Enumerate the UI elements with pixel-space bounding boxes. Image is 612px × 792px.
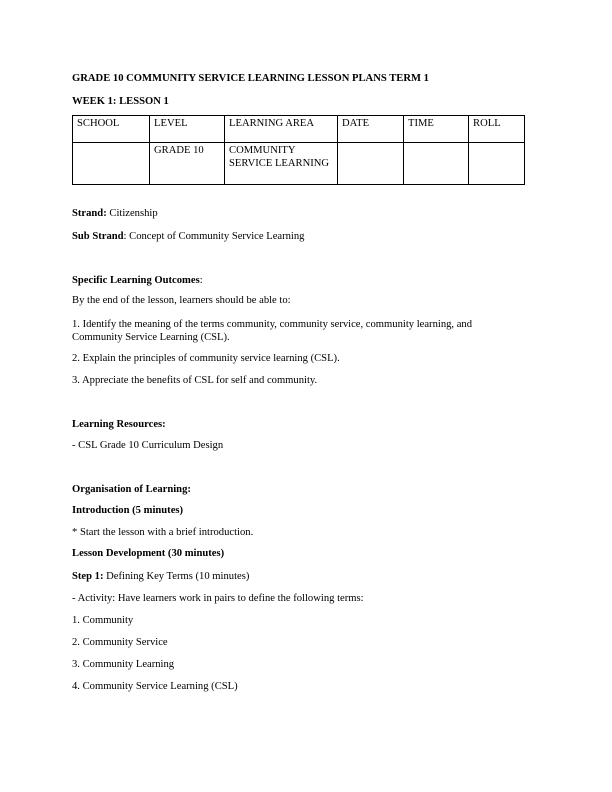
- table-header-row: [73, 116, 525, 143]
- step1-line: [72, 570, 249, 583]
- cell-level: GRADE 10: [150, 143, 225, 185]
- week-lesson-heading: WEEK 1: LESSON 1: [72, 96, 169, 107]
- list-item: 4. Community Service Learning (CSL): [72, 681, 238, 692]
- sub-strand-value: : Concept of Community Service Learning: [123, 231, 305, 242]
- header-time: TIME: [404, 116, 469, 143]
- cell-school: [73, 143, 150, 185]
- header-learning-area: LEARNING AREA: [225, 116, 338, 143]
- header-roll: ROLL: [469, 116, 525, 143]
- development-heading: Lesson Development (30 minutes): [72, 548, 225, 559]
- sub-strand-label: Sub Strand: [72, 231, 124, 242]
- outcomes-intro: By the end of the lesson, learners should be able to:: [72, 295, 291, 306]
- list-item: 1. Community: [72, 615, 134, 626]
- introduction-item: * Start the lesson with a brief introduction.: [72, 527, 254, 538]
- resources-heading: Learning Resources:: [72, 419, 166, 430]
- strand-value: Citizenship: [106, 208, 158, 219]
- outcome-item-2: 2. Explain the principles of community service learning (CSL).: [72, 353, 340, 364]
- cell-time: [404, 143, 469, 185]
- strand-label: Strand:: [72, 208, 107, 219]
- outcome-item-3: 3. Appreciate the benefits of CSL for self and community.: [72, 375, 318, 386]
- outcomes-heading-line: [72, 274, 203, 287]
- strand-line: [72, 207, 158, 220]
- document-title: GRADE 10 COMMUNITY SERVICE LEARNING LESSON PLANS TERM 1: [72, 73, 429, 84]
- outcomes-heading-suffix: :: [199, 275, 203, 286]
- table-row: [73, 143, 525, 185]
- step1-label: Step 1:: [72, 571, 104, 582]
- activity-line: - Activity: Have learners work in pairs to define the following terms:: [72, 593, 364, 604]
- cell-learning-area: COMMUNITY SERVICE LEARNING: [225, 143, 338, 185]
- list-item: 2. Community Service: [72, 637, 168, 648]
- outcomes-heading: Specific Learning Outcomes: [72, 275, 200, 286]
- lesson-info-table: [72, 115, 525, 185]
- sub-strand-line: [72, 230, 304, 243]
- resource-item: - CSL Grade 10 Curriculum Design: [72, 440, 224, 451]
- introduction-heading: Introduction (5 minutes): [72, 505, 184, 516]
- step1-text: Defining Key Terms (10 minutes): [103, 571, 250, 582]
- header-school: SCHOOL: [73, 116, 150, 143]
- header-level: LEVEL: [150, 116, 225, 143]
- cell-roll: [469, 143, 525, 185]
- organisation-heading: Organisation of Learning:: [72, 484, 191, 495]
- list-item: 3. Community Learning: [72, 659, 175, 670]
- cell-date: [338, 143, 404, 185]
- outcome-item-1-cont: Community Service Learning (CSL).: [72, 332, 230, 343]
- outcome-item-1: 1. Identify the meaning of the terms community, community service, community learning, and: [72, 319, 473, 330]
- header-date: DATE: [338, 116, 404, 143]
